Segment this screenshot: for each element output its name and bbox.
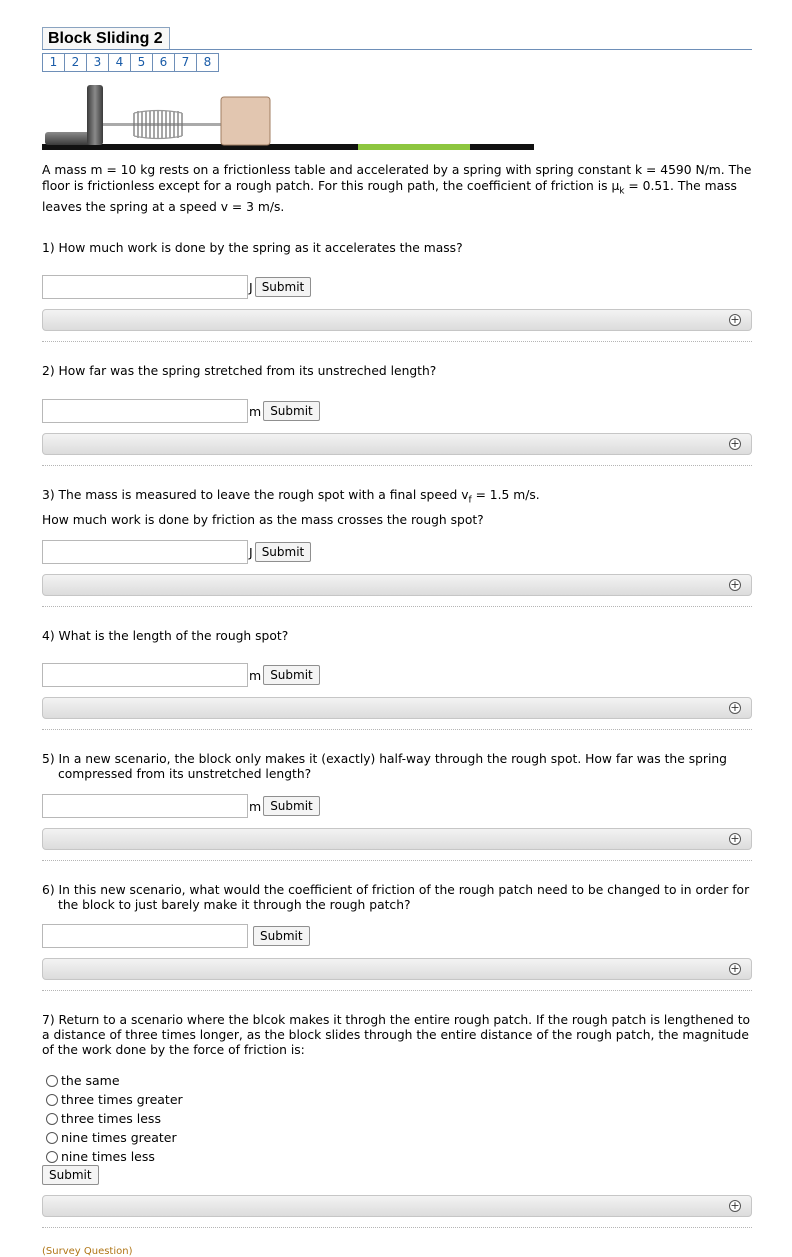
answer-input-2[interactable] bbox=[42, 399, 248, 423]
option-row[interactable] bbox=[46, 1128, 183, 1147]
option-label: three times greater bbox=[61, 1092, 183, 1107]
answer-input-4[interactable] bbox=[42, 663, 248, 687]
unit-label-2: m bbox=[249, 403, 262, 419]
help-bar-3[interactable] bbox=[42, 574, 752, 596]
option-row[interactable] bbox=[46, 1147, 183, 1166]
submit-button-5[interactable]: Submit bbox=[263, 796, 320, 816]
block bbox=[221, 97, 270, 145]
expand-icon[interactable]: + bbox=[730, 701, 740, 714]
help-bar-1[interactable] bbox=[42, 309, 752, 331]
question-3-subscript: f bbox=[468, 495, 472, 506]
answer-row-1 bbox=[42, 275, 311, 299]
submit-button-6[interactable]: Submit bbox=[253, 926, 310, 946]
answer-row-6 bbox=[42, 924, 310, 948]
divider bbox=[42, 860, 752, 861]
expand-icon[interactable]: + bbox=[730, 1199, 740, 1212]
radio-button[interactable] bbox=[46, 1113, 58, 1125]
divider bbox=[42, 1227, 752, 1228]
question-3-text: 3) The mass is measured to leave the rough spot with a final speed v bbox=[42, 488, 469, 502]
help-bar-6[interactable] bbox=[42, 958, 752, 980]
wall-post bbox=[87, 85, 103, 145]
tab-8[interactable]: 8 bbox=[196, 53, 219, 72]
page-title: Block Sliding 2 bbox=[42, 27, 170, 49]
answer-input-1[interactable] bbox=[42, 275, 248, 299]
problem-statement bbox=[42, 162, 754, 215]
tab-4[interactable]: 4 bbox=[108, 53, 131, 72]
divider bbox=[42, 606, 752, 607]
submit-button-3[interactable]: Submit bbox=[255, 542, 312, 562]
answer-options-7 bbox=[46, 1071, 183, 1166]
question-3-text-end: = 1.5 m/s. bbox=[471, 488, 540, 502]
help-bar-4[interactable] bbox=[42, 697, 752, 719]
answer-row-2 bbox=[42, 399, 320, 423]
divider bbox=[42, 729, 752, 730]
intro-text: A mass m = 10 kg rests on a frictionless table and accelerated by a spring with spring constant k = 4590 N/m. The floor is frictionless except for a rough patch. For this rough path, the coefficient of friction is μ bbox=[42, 163, 752, 193]
radio-button[interactable] bbox=[46, 1151, 58, 1163]
intro-text-end: = 0.51. The mass leaves the spring at a speed v = 3 m/s. bbox=[42, 179, 737, 215]
divider bbox=[42, 990, 752, 991]
submit-button-4[interactable]: Submit bbox=[263, 665, 320, 685]
option-label: nine times greater bbox=[61, 1130, 177, 1145]
help-bar-7[interactable] bbox=[42, 1195, 752, 1217]
spring-block-diagram bbox=[42, 80, 542, 154]
expand-icon[interactable]: + bbox=[730, 578, 740, 591]
question-3-part-2: How much work is done by friction as the mass crosses the rough spot? bbox=[42, 513, 484, 527]
option-label: nine times less bbox=[61, 1149, 155, 1164]
radio-button[interactable] bbox=[46, 1094, 58, 1106]
question-3 bbox=[42, 488, 754, 508]
expand-icon[interactable]: + bbox=[730, 313, 740, 326]
rough-patch bbox=[358, 144, 470, 150]
help-bar-5[interactable] bbox=[42, 828, 752, 850]
spring-rod bbox=[103, 123, 223, 126]
option-label: three times less bbox=[61, 1111, 161, 1126]
title-divider bbox=[42, 49, 752, 50]
option-label: the same bbox=[61, 1073, 120, 1088]
answer-row-5 bbox=[42, 794, 320, 818]
help-bar-2[interactable] bbox=[42, 433, 752, 455]
unit-label-1: J bbox=[249, 279, 253, 295]
option-row[interactable] bbox=[46, 1090, 183, 1109]
radio-button[interactable] bbox=[46, 1132, 58, 1144]
question-1: 1) How much work is done by the spring as it accelerates the mass? bbox=[42, 241, 463, 255]
question-6: 6) In this new scenario, what would the coefficient of friction of the rough patch need to be changed to in order for the block to just barely make it through the rough patch? bbox=[42, 883, 750, 912]
tab-1[interactable]: 1 bbox=[42, 53, 65, 72]
answer-input-6[interactable] bbox=[42, 924, 248, 948]
option-row[interactable] bbox=[46, 1071, 183, 1090]
survey-question-link[interactable]: (Survey Question) bbox=[42, 1246, 133, 1257]
radio-button[interactable] bbox=[46, 1075, 58, 1087]
tab-6[interactable]: 6 bbox=[152, 53, 175, 72]
expand-icon[interactable]: + bbox=[730, 962, 740, 975]
intro-subscript: k bbox=[619, 186, 625, 197]
question-4: 4) What is the length of the rough spot? bbox=[42, 629, 289, 643]
expand-icon[interactable]: + bbox=[730, 832, 740, 845]
answer-input-5[interactable] bbox=[42, 794, 248, 818]
unit-label-3: J bbox=[249, 544, 253, 560]
unit-label-5: m bbox=[249, 798, 262, 814]
unit-label-4: m bbox=[249, 667, 262, 683]
expand-icon[interactable]: + bbox=[730, 437, 740, 450]
divider bbox=[42, 465, 752, 466]
question-5: 5) In a new scenario, the block only makes it (exactly) half-way through the rough spot. How far was the spring compressed from its unstretched length? bbox=[42, 752, 727, 781]
submit-button-1[interactable]: Submit bbox=[255, 277, 312, 297]
tab-5[interactable]: 5 bbox=[130, 53, 153, 72]
submit-button-2[interactable]: Submit bbox=[263, 401, 320, 421]
question-7: 7) Return to a scenario where the blcok makes it throgh the entire rough patch. If the rough patch is lengthened to a distance of three times longer, as the block slides through the entire distance of the rough patch, the magnitude of the work done by the force of friction is: bbox=[42, 1013, 751, 1057]
question-tabs bbox=[42, 53, 219, 72]
tab-7[interactable]: 7 bbox=[174, 53, 197, 72]
tab-2[interactable]: 2 bbox=[64, 53, 87, 72]
answer-row-4 bbox=[42, 663, 320, 687]
answer-input-3[interactable] bbox=[42, 540, 248, 564]
question-2: 2) How far was the spring stretched from its unstreched length? bbox=[42, 364, 437, 378]
answer-row-3 bbox=[42, 540, 311, 564]
option-row[interactable] bbox=[46, 1109, 183, 1128]
divider bbox=[42, 341, 752, 342]
submit-button-7[interactable]: Submit bbox=[42, 1165, 99, 1185]
tab-3[interactable]: 3 bbox=[86, 53, 109, 72]
